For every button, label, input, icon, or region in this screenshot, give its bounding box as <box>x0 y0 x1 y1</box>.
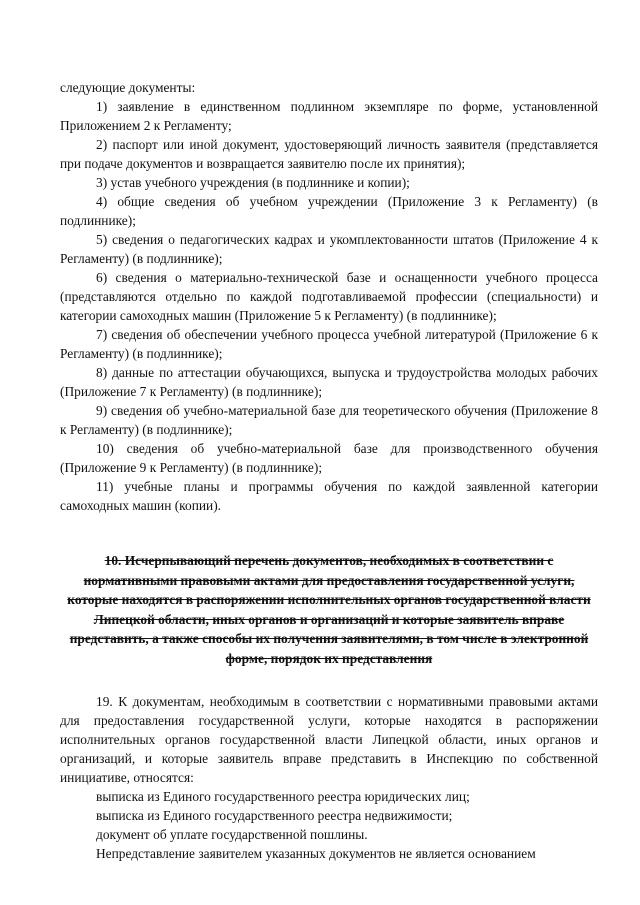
list-item: 1) заявление в единственном подлинном экземпляре по форме, установленной Приложением 2 к Регламенту; <box>60 99 598 133</box>
list-item: 3) устав учебного учреждения (в подлиннике и копии); <box>96 175 410 190</box>
list-intro: следующие документы: <box>60 80 196 95</box>
list-item: 9) сведения об учебно-материальной базе для теоретического обучения (Приложение 8 к Регламенту) (в подлиннике); <box>60 403 598 437</box>
list-item: 5) сведения о педагогических кадрах и укомплектованности штатов (Приложение 4 к Регламенту) (в подлиннике); <box>60 232 598 266</box>
list-item: 7) сведения об обеспечении учебного процесса учебной литературой (Приложение 6 к Регламенту) (в подлиннике); <box>60 327 598 361</box>
documents-list <box>60 97 598 515</box>
list-item: 11) учебные планы и программы обучения по каждой заявленной категории самоходных машин (копии). <box>60 479 598 513</box>
list-item: 6) сведения о материально-технической базе и оснащенности учебного процесса (представляются отдельно по каждой подготавливаемой профессии (специальности) и категории самоходных машин (Приложение 5 к Регламенту) (в подлиннике); <box>60 270 598 323</box>
section-heading-struck: 10. Исчерпывающий перечень документов, необходимых в соответствии с нормативными правовыми актами для предоставления государственной услуги, которые находятся в распоряжении исполнительных органов государственной власти Липецкой области, иных органов и организаций и которые заявитель вправе представить, а также способы их получения заявителями, в том числе в электронной форме, порядок их представления <box>67 553 591 666</box>
list-item: выписка из Единого государственного реестра юридических лиц; <box>96 789 470 804</box>
list-item: 4) общие сведения об учебном учреждении (Приложение 3 к Регламенту) (в подлиннике); <box>60 194 598 228</box>
list-item: документ об уплате государственной пошлины. <box>96 827 368 842</box>
closing-paragraph: Непредставление заявителем указанных документов не является основанием <box>96 846 536 861</box>
list-item: выписка из Единого государственного реестра недвижимости; <box>96 808 453 823</box>
list-item: 8) данные по аттестации обучающихся, выпуска и трудоустройства молодых рабочих (Приложение 7 к Регламенту) (в подлиннике); <box>60 365 598 399</box>
paragraph-19: 19. К документам, необходимым в соответствии с нормативными правовыми актами для предоставления государственной услуги, которые находятся в распоряжении исполнительных органов государственной власти Липецкой области, иных органов и организаций, и которые заявитель вправе представить в Инспекцию по собственной инициативе, относятся: <box>60 694 598 785</box>
list-item: 10) сведения об учебно-материальной базе для производственного обучения (Приложение 9 к Регламенту) (в подлиннике); <box>60 441 598 475</box>
list-item: 2) паспорт или иной документ, удостоверяющий личность заявителя (представляется при подаче документов и возвращается заявителю после их принятия); <box>60 137 598 171</box>
document-page <box>60 78 598 863</box>
paragraph-19-section <box>60 692 598 863</box>
